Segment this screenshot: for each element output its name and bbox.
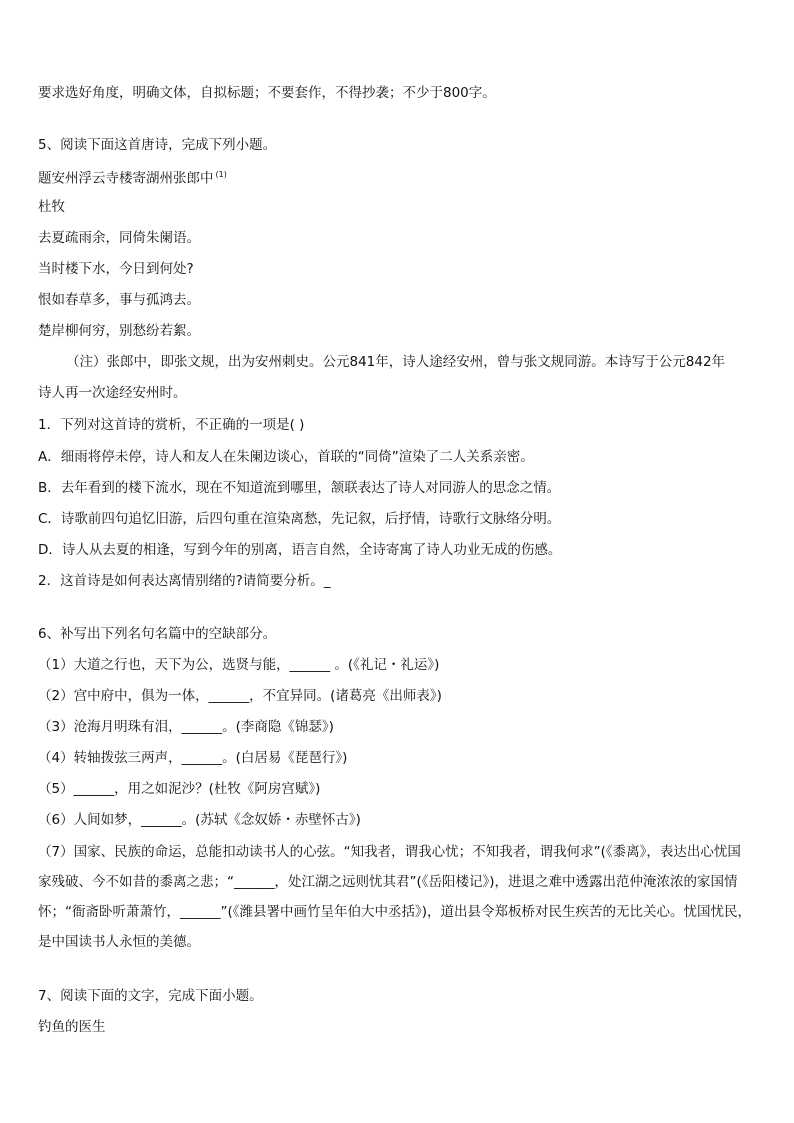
fill-blank-item: （6）人间如梦，______。(苏轼《念奴娇・赤壁怀古》) [38, 812, 361, 828]
poem-title [38, 166, 227, 188]
sub-question-2: 2．这首诗是如何表达离情别绪的?请简要分析。_ [38, 573, 331, 589]
fill-blank-item: （1）大道之行也，天下为公，选贤与能，______ 。(《礼记・礼运》) [38, 657, 440, 673]
fill-blank-item: （5）______，用之如泥沙？(杜牧《阿房宫赋》) [38, 781, 321, 797]
sub-question-1: 1．下列对这首诗的赏析，不正确的一项是( ) [38, 417, 305, 433]
poem-line: 恨如春草多，事与孤鸿去。 [38, 292, 200, 308]
option-b: B．去年看到的楼下流水，现在不知道流到哪里，颔联表达了诗人对同游人的思念之情。 [38, 480, 561, 496]
fill-blank-item-7: （7）国家、民族的命运，总能扣动读书人的心弦。“知我者，谓我心忧；不知我者，谓我何求”(《黍离》，表达出心忧国家残破、今不如昔的黍离之悲；“______，处江湖之远则忧其君”(《岳阳楼记》)，进退之难中透露出范仲淹浓浓的家国情怀；“衙斋卧听萧萧竹，______”(《潍县署中画竹呈年伯大中丞括》)，道出县令郑板桥对民生疾苦的无比关心。忧国忧民，是中国读书人永恒的美德。 [38, 844, 752, 950]
poem-title-text: 题安州浮云寺楼寄湖州张郎中 [38, 170, 214, 187]
fill-blank-item: （3）沧海月明珠有泪，______。(李商隐《锦瑟》) [38, 719, 334, 735]
poem-note-line-2: 诗人再一次途经安州时。 [38, 385, 187, 401]
poem-line: 去夏疏雨余，同倚朱阑语。 [38, 230, 200, 246]
passage-title: 钓鱼的医生 [38, 1019, 106, 1035]
poem-line: 当时楼下水，今日到何处? [38, 261, 194, 277]
poem-title-note-marker: (1) [215, 170, 227, 179]
option-c: C．诗歌前四句追忆旧游，后四句重在渲染离愁，先记叙，后抒情，诗歌行文脉络分明。 [38, 511, 561, 527]
poem-note-line-1: （注）张郎中，即张文规，出为安州刺史。公元841年，诗人途经安州，曾与张文规同游。本诗写于公元842年 [66, 354, 726, 370]
option-d: D．诗人从去夏的相逢，写到今年的别离，语言自然，全诗寄寓了诗人功业无成的伤感。 [38, 542, 562, 558]
question-6-heading: 6、补写出下列名句名篇中的空缺部分。 [38, 626, 277, 642]
question-5-heading: 5、阅读下面这首唐诗，完成下列小题。 [38, 137, 277, 153]
fill-blank-item: （4）转轴拨弦三两声，______。(白居易《琵琶行》) [38, 750, 348, 766]
fill-blank-item: （2）宫中府中，俱为一体，______，不宜异同。(诸葛亮《出师表》) [38, 688, 442, 704]
essay-requirement-line: 要求选好角度，明确文体，自拟标题；不要套作，不得抄袭；不少于800字。 [38, 85, 496, 101]
poem-line: 楚岸柳何穷，别愁纷若絮。 [38, 323, 200, 339]
option-a: A．细雨将停未停，诗人和友人在朱阑边谈心，首联的“同倚”渲染了二人关系亲密。 [38, 449, 534, 465]
poem-author: 杜牧 [38, 199, 65, 215]
question-7-heading: 7、阅读下面的文字，完成下面小题。 [38, 988, 263, 1004]
